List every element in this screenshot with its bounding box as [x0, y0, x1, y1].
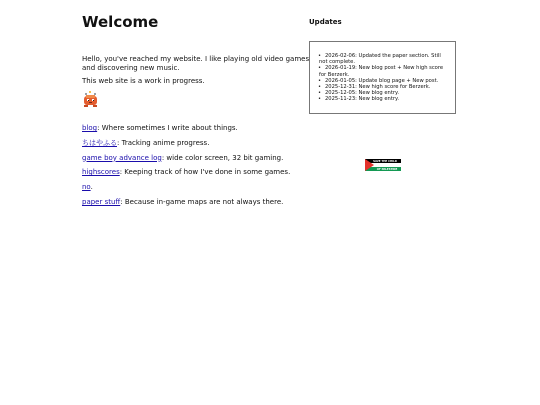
- badge-line2: OF PALESTINE: [376, 168, 398, 171]
- list-item: [82, 183, 290, 198]
- link-highscores[interactable]: highscores: [82, 168, 120, 177]
- wip-text: This web site is a work in progress.: [82, 77, 205, 85]
- list-item: [82, 124, 290, 139]
- update-item: • 2025-12-31: New high score for Berzerk.: [319, 84, 449, 90]
- update-item: • 2025-11-23: New blog entry.: [319, 96, 449, 102]
- link-gba-log[interactable]: game boy advance log: [82, 153, 162, 162]
- palestine-flag-badge[interactable]: [365, 159, 401, 171]
- update-item: • 2026-01-19: New blog post + New high score for Berzerk.: [319, 65, 449, 77]
- list-item: [82, 168, 290, 183]
- page-title: Welcome: [82, 13, 159, 31]
- link-no[interactable]: no: [82, 183, 91, 192]
- link-description: : Where sometimes I write about things.: [97, 124, 238, 132]
- link-description: : Tracking anime progress.: [117, 138, 210, 147]
- updates-heading: Updates: [309, 18, 342, 26]
- link-paper-stuff[interactable]: paper stuff: [82, 197, 121, 206]
- badge-line1: SAVE THE CHILD: [373, 160, 397, 164]
- intro-text: Hello, you've reached my website. I like playing old video games and discovering new music.: [82, 55, 310, 72]
- list-item: [82, 139, 290, 154]
- pixel-mascot-icon: [82, 91, 99, 108]
- updates-box: [309, 41, 456, 114]
- updates-list: [319, 53, 449, 103]
- list-item: [82, 154, 290, 169]
- update-item: • 2025-12-05: New blog entry.: [319, 90, 449, 96]
- link-blog[interactable]: blog: [82, 124, 98, 132]
- link-description: : Keeping track of how I've done in some games.: [119, 168, 291, 177]
- link-anime[interactable]: ちはやふる: [82, 138, 117, 147]
- list-item: [82, 198, 290, 213]
- link-description: : wide color screen, 32 bit gaming.: [161, 153, 284, 162]
- link-description: : Because in-game maps are not always there.: [120, 197, 284, 206]
- update-item: • 2026-01-05: Update blog page + New post.: [319, 78, 449, 84]
- link-description: .: [90, 183, 93, 192]
- update-item: • 2026-02-06: Updated the paper section. Still not complete.: [319, 53, 449, 65]
- link-list: [82, 124, 290, 213]
